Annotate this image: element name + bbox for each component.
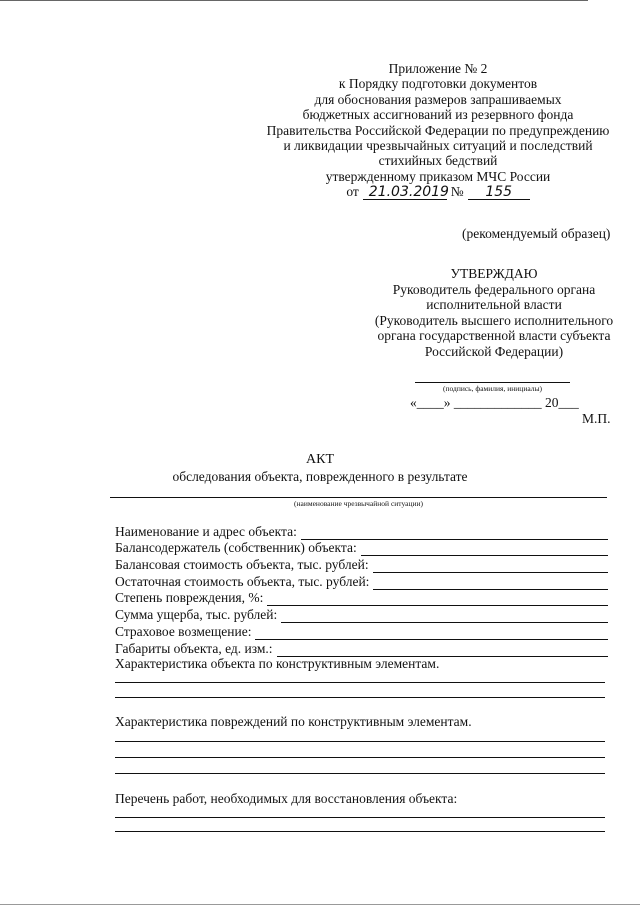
from-label: от: [346, 184, 359, 200]
order-date: 21.03.2019: [363, 185, 447, 200]
field-fill-line: [281, 610, 608, 623]
field-residual-value: [115, 573, 608, 590]
write-line: [115, 697, 605, 698]
field-object-name-address: [115, 523, 608, 540]
order-number: 155: [468, 185, 530, 200]
field-label: Степень повреждения, %:: [115, 590, 264, 606]
field-label: Остаточная стоимость объекта, тыс. рублей:: [115, 573, 370, 589]
appendix-line: Правительства Российской Федерации по предупреждению: [266, 122, 610, 138]
signature-line: [415, 382, 570, 383]
field-dimensions: [115, 640, 608, 657]
appendix-line: бюджетных ассигнований из резервного фонда: [302, 107, 574, 123]
field-fill-line: [301, 527, 608, 540]
field-label: Страховое возмещение:: [115, 623, 252, 639]
field-book-value: [115, 556, 608, 573]
order-date-number: [262, 184, 614, 200]
field-fill-line: [361, 543, 608, 556]
approval-line: исполнительной власти: [426, 297, 562, 313]
object-fields: [115, 523, 608, 657]
emergency-name-line: [110, 497, 607, 498]
stamp-label: М.П.: [582, 411, 611, 426]
approval-title: УТВЕРЖДАЮ: [450, 266, 538, 281]
field-balance-holder: [115, 540, 608, 557]
section-damage-heading: Характеристика повреждений по конструктивным элементам.: [115, 714, 472, 729]
field-fill-line: [373, 560, 608, 573]
approval-block: [355, 266, 633, 360]
section-structural-heading: Характеристика объекта по конструктивным элементам.: [115, 656, 440, 671]
appendix-line: к Порядку подготовки документов: [338, 76, 538, 92]
field-label: Балансовая стоимость объекта, тыс. рублей:: [115, 557, 369, 573]
field-damage-degree: [115, 590, 608, 607]
write-line: [115, 773, 605, 774]
write-line: [115, 831, 605, 832]
approval-line: (Руководитель высшего исполнительного: [374, 312, 614, 328]
write-line: [115, 682, 605, 683]
field-label: Балансодержатель (собственник) объекта:: [115, 540, 357, 556]
field-insurance: [115, 623, 608, 640]
approval-line: Российской Федерации): [424, 343, 564, 359]
field-fill-line: [277, 644, 608, 657]
appendix-line: для обоснования размеров запрашиваемых: [314, 91, 562, 107]
write-line: [115, 757, 605, 758]
field-label: Сумма ущерба, тыс. рублей:: [115, 607, 278, 623]
field-fill-line: [373, 577, 608, 590]
approval-line: органа государственной власти субъекта: [377, 328, 611, 344]
write-line: [115, 817, 605, 818]
top-border-line: [0, 0, 588, 1]
appendix-line: стихийных бедствий: [378, 153, 498, 169]
act-title: АКТ: [306, 452, 334, 467]
approval-date-line: «____» _____________ 20___: [410, 395, 579, 410]
field-label: Габариты объекта, ед. изм.:: [115, 640, 273, 656]
field-damage-amount: [115, 606, 608, 623]
write-line: [115, 741, 605, 742]
act-subtitle: обследования объекта, поврежденного в результате: [172, 469, 468, 484]
appendix-line: Приложение № 2: [388, 61, 488, 76]
field-label: Наименование и адрес объекта:: [115, 523, 297, 539]
recommended-sample-note: (рекомендуемый образец): [462, 226, 611, 241]
emergency-name-caption: (наименование чрезвычайной ситуации): [294, 499, 423, 508]
appendix-line: и ликвидации чрезвычайных ситуаций и последствий: [283, 138, 593, 154]
field-fill-line: [255, 627, 608, 640]
number-label: №: [450, 184, 464, 200]
approval-line: Руководитель федерального органа: [392, 281, 596, 297]
appendix-line: утвержденному приказом МЧС России: [325, 168, 551, 184]
signature-caption: (подпись, фамилия, инициалы): [442, 384, 543, 393]
field-fill-line: [267, 593, 608, 606]
section-works-heading: Перечень работ, необходимых для восстановления объекта:: [115, 791, 458, 806]
appendix-header: [262, 61, 614, 200]
